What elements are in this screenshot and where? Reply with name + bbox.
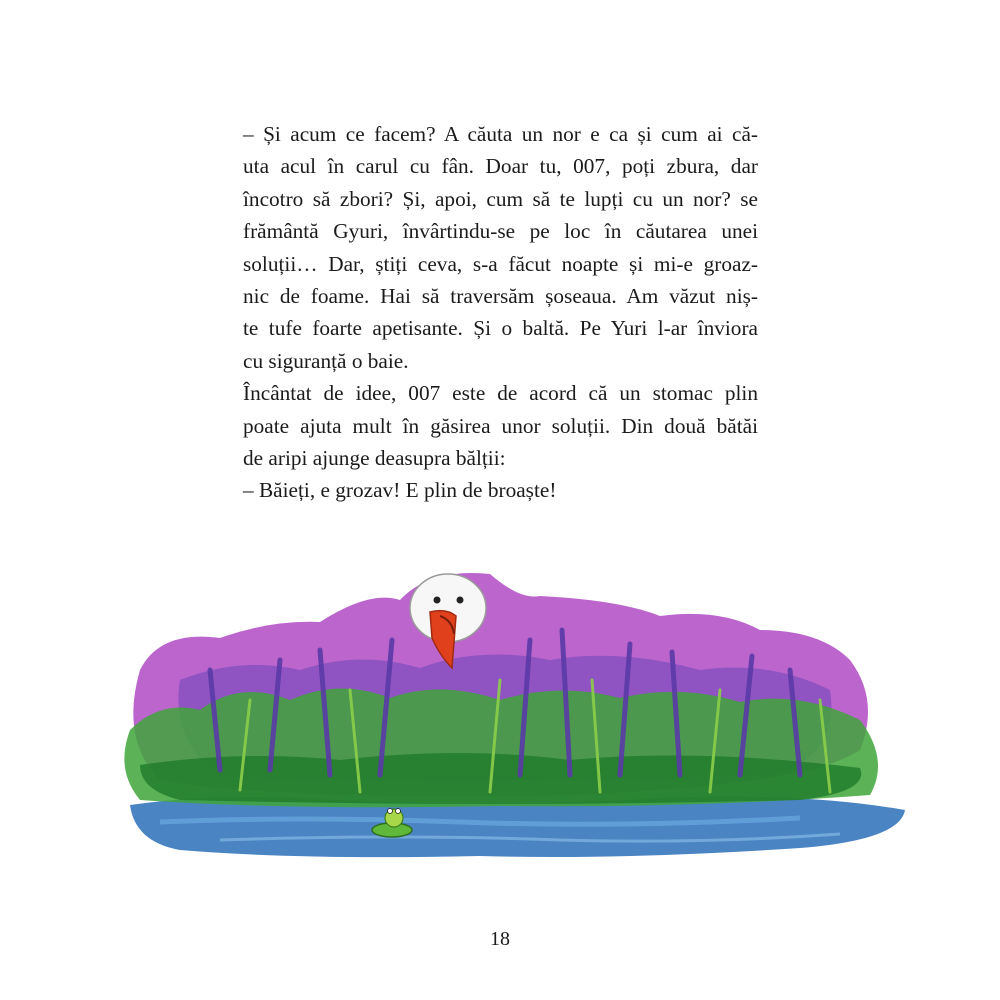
text-line-2: uta acul în carul cu fân. Doar tu, 007, poți zbura, dar: [243, 154, 758, 179]
story-text: [243, 118, 758, 507]
text-line-8: cu siguranță o baie.: [243, 348, 409, 373]
dark-green-foliage: [140, 753, 861, 804]
pond-illustration: [100, 560, 920, 880]
text-line-11: de aripi ajunge deasupra bălții:: [243, 446, 506, 471]
text-line-1: – Și acum ce facem? A căuta un nor e ca și cum ai că-: [243, 122, 758, 146]
text-line-12: – Băieți, e grozav! E plin de broaște!: [243, 478, 557, 503]
text-line-5: soluții… Dar, știți ceva, s-a făcut noapte și mi-e groaz-: [243, 251, 758, 276]
text-line-6: nic de foame. Hai să traversăm șoseaua. Am văzut niș-: [243, 284, 758, 309]
text-line-4: frământă Gyuri, învârtindu-se pe loc în căutarea unei: [243, 219, 758, 244]
text-line-9: Încântat de idee, 007 este de acord că un stomac plin: [243, 381, 758, 406]
text-line-10: poate ajuta mult în găsirea unor soluții. Din două bătăi: [243, 413, 758, 438]
text-line-7: te tufe foarte apetisante. Și o baltă. Pe Yuri l-ar înviora: [243, 316, 758, 341]
page-number: 18: [490, 928, 510, 950]
text-line-3: încotro să zbori? Și, apoi, cum să te lupți cu un nor? se: [243, 186, 758, 211]
